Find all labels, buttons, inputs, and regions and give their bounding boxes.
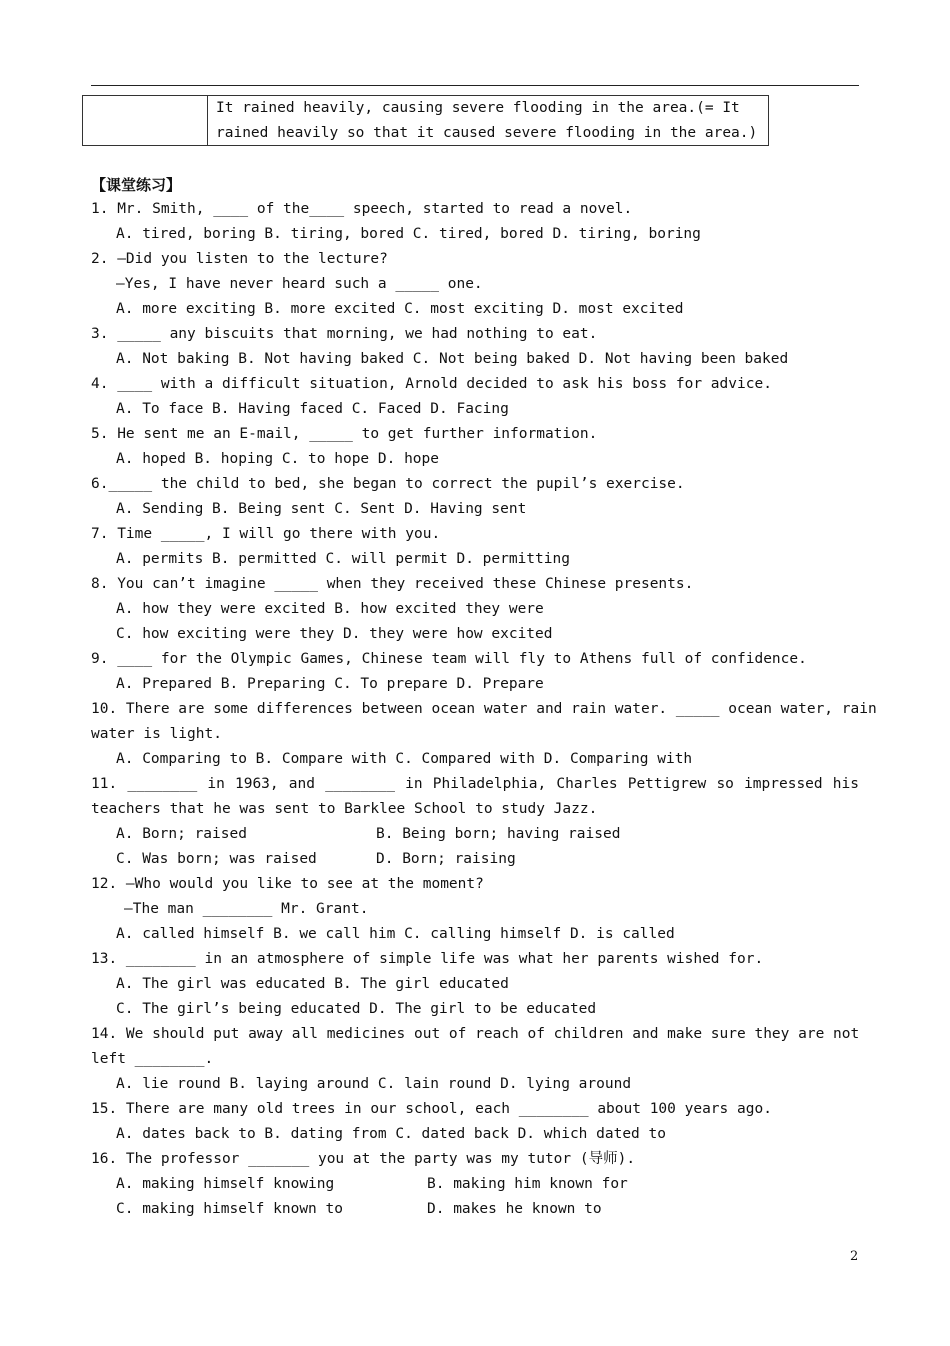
header-rule bbox=[91, 85, 859, 86]
exercise-line: left ________. bbox=[91, 1051, 214, 1067]
option-left: C. making himself known to bbox=[116, 1201, 343, 1217]
exercise-line bbox=[91, 847, 859, 872]
exercise-line: A. more exciting B. more excited C. most exciting D. most excited bbox=[116, 301, 684, 317]
exercise-line: 6._____ the child to bed, she began to correct the pupil’s exercise. bbox=[91, 476, 685, 492]
table-label-cell bbox=[83, 96, 208, 145]
exercise-line: 16. The professor _______ you at the party was my tutor (导师). bbox=[91, 1151, 636, 1167]
exercise-line bbox=[91, 822, 859, 847]
option-left: A. making himself knowing bbox=[116, 1176, 335, 1192]
exercise-line: 14. We should put away all medicines out of reach of children and make sure they are not bbox=[91, 1026, 860, 1042]
exercise-line: A. Comparing to B. Compare with C. Compared with D. Comparing with bbox=[116, 751, 693, 767]
exercise-line: —Yes, I have never heard such a _____ one. bbox=[116, 276, 483, 292]
option-right: D. makes he known to bbox=[427, 1201, 602, 1217]
exercise-line: A. permits B. permitted C. will permit D. permitting bbox=[116, 551, 570, 567]
exercise-line: A. Prepared B. Preparing C. To prepare D. Prepare bbox=[116, 676, 544, 692]
exercise-line: water is light. bbox=[91, 726, 222, 742]
exercise-line: 4. ____ with a difficult situation, Arnold decided to ask his boss for advice. bbox=[91, 376, 772, 392]
exercise-line: 7. Time _____, I will go there with you. bbox=[91, 526, 441, 542]
exercise-line: 1. Mr. Smith, ____ of the____ speech, started to read a novel. bbox=[91, 201, 633, 217]
exercise-line: A. tired, boring B. tiring, bored C. tired, bored D. tiring, boring bbox=[116, 226, 701, 242]
option-right: B. making him known for bbox=[427, 1176, 628, 1192]
exercise-line: A. hoped B. hoping C. to hope D. hope bbox=[116, 451, 440, 467]
exercise-line: 3. _____ any biscuits that morning, we had nothing to eat. bbox=[91, 326, 598, 342]
exercise-line: 9. ____ for the Olympic Games, Chinese team will fly to Athens full of confidence. bbox=[91, 651, 807, 667]
exercise-line: 12. —Who would you like to see at the moment? bbox=[91, 876, 484, 892]
exercise-line: 2. —Did you listen to the lecture? bbox=[91, 251, 388, 267]
exercise-line: A. To face B. Having faced C. Faced D. Facing bbox=[116, 401, 509, 417]
exercise-line: A. lie round B. laying around C. lain round D. lying around bbox=[116, 1076, 632, 1092]
exercise-line: 13. ________ in an atmosphere of simple life was what her parents wished for. bbox=[91, 951, 764, 967]
option-right: D. Born; raising bbox=[376, 851, 516, 867]
exercise-line: A. The girl was educated B. The girl educated bbox=[116, 976, 509, 992]
exercise-line: C. how exciting were they D. they were how excited bbox=[116, 626, 553, 642]
exercise-line: 10. There are some differences between ocean water and rain water. _____ ocean water, rain bbox=[91, 701, 877, 717]
page-number: 2 bbox=[850, 1249, 859, 1264]
exercise-line: 15. There are many old trees in our school, each ________ about 100 years ago. bbox=[91, 1101, 772, 1117]
option-left: A. Born; raised bbox=[116, 826, 247, 842]
section-heading: 【课堂练习】 bbox=[91, 176, 182, 194]
option-right: B. Being born; having raised bbox=[376, 826, 621, 842]
exercise-line: 11. ________ in 1963, and ________ in Philadelphia, Charles Pettigrew so impressed his bbox=[91, 776, 859, 792]
exercise-line: A. called himself B. we call him C. calling himself D. is called bbox=[116, 926, 675, 942]
table-line-1: It rained heavily, causing severe flooding in the area.(= It bbox=[216, 100, 740, 116]
exercise-list bbox=[91, 197, 877, 1222]
exercise-line: A. dates back to B. dating from C. dated back D. which dated to bbox=[116, 1126, 666, 1142]
exercise-line bbox=[91, 1197, 859, 1222]
exercise-line bbox=[91, 1172, 859, 1197]
table-line-2: rained heavily so that it caused severe flooding in the area.) bbox=[216, 125, 758, 141]
option-left: C. Was born; was raised bbox=[116, 851, 317, 867]
table-content-cell bbox=[216, 96, 762, 146]
exercise-line: A. Sending B. Being sent C. Sent D. Having sent bbox=[116, 501, 527, 517]
exercise-line: A. Not baking B. Not having baked C. Not being baked D. Not having been baked bbox=[116, 351, 789, 367]
exercise-line: 8. You can’t imagine _____ when they received these Chinese presents. bbox=[91, 576, 694, 592]
exercise-line: teachers that he was sent to Barklee School to study Jazz. bbox=[91, 801, 598, 817]
exercise-line: C. The girl’s being educated D. The girl to be educated bbox=[116, 1001, 597, 1017]
note-table bbox=[82, 95, 769, 146]
exercise-line: A. how they were excited B. how excited they were bbox=[116, 601, 544, 617]
exercise-line: 5. He sent me an E-mail, _____ to get further information. bbox=[91, 426, 598, 442]
exercise-line: —The man ________ Mr. Grant. bbox=[124, 901, 369, 917]
